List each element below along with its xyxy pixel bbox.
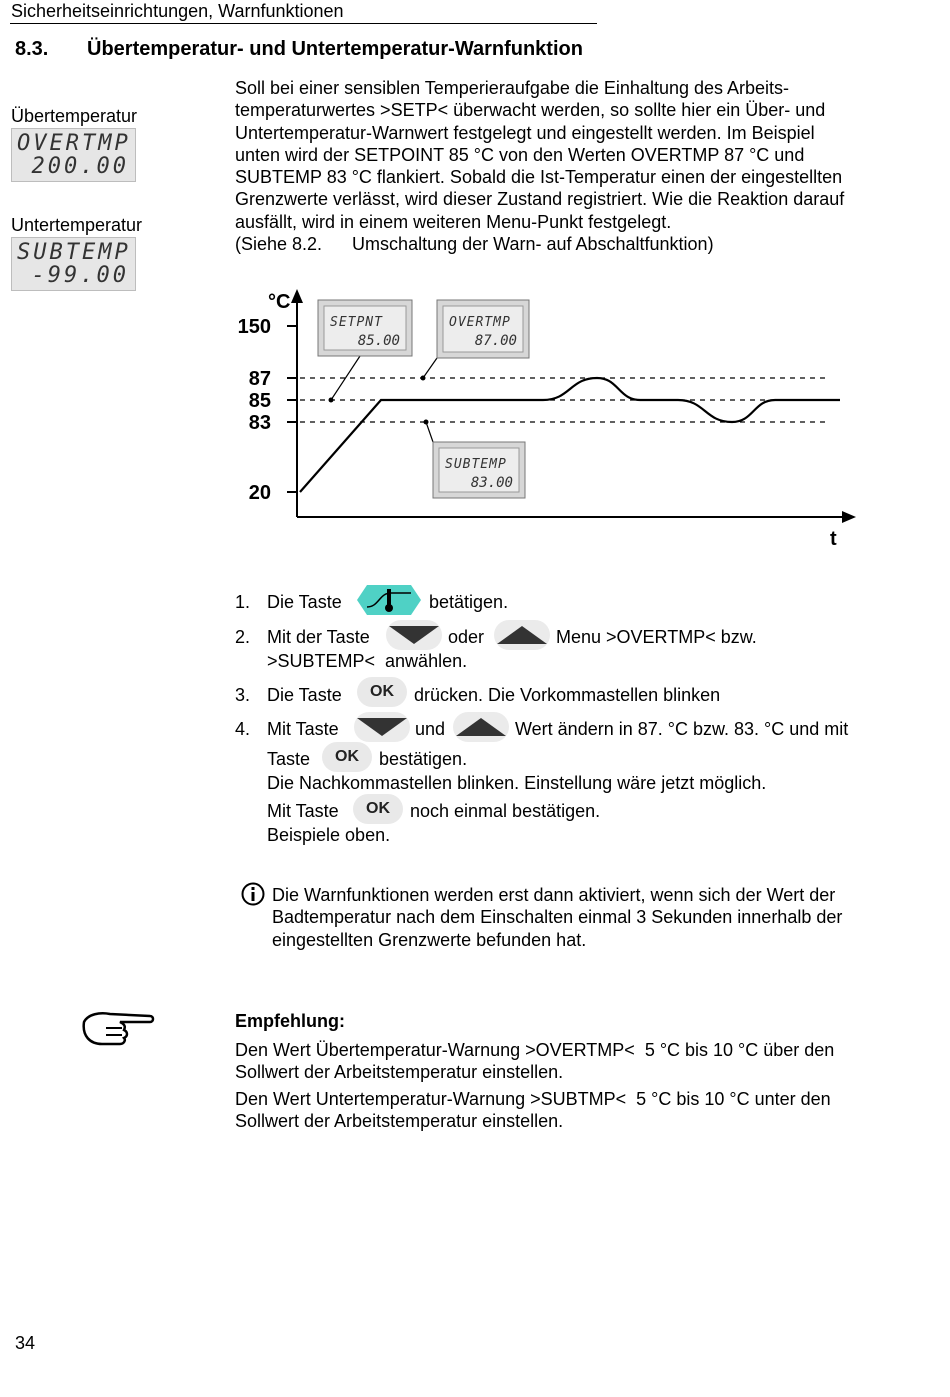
info-note [272, 884, 842, 951]
ok-button[interactable]: OK [353, 794, 403, 824]
info-icon [241, 882, 265, 906]
step-text: bestätigen. [379, 749, 468, 769]
temperature-chart [230, 285, 870, 555]
info-line: eingestellten Grenzwerte befunden hat. [272, 929, 587, 950]
step-text: Mit Taste [267, 801, 339, 821]
step-text: und [415, 719, 446, 739]
temperature-curve [300, 378, 840, 492]
lcd-label: SETPNT [330, 315, 383, 330]
step-text: Mit der Taste [267, 627, 370, 647]
step-text: Wert ändern in 87. °C bzw. 83. °C und mit [515, 719, 849, 739]
intro-line: Grenzwerte verlässt, wird dieser Zustand registriert. Wie die Reaktion darauf [235, 189, 845, 210]
under-label: Untertemperatur [11, 215, 143, 235]
step-text: Beispiele oben. [267, 825, 391, 845]
step-number: 4. [235, 719, 251, 739]
arrow-down-icon [357, 718, 407, 736]
lcd-value: 87.00 [474, 333, 517, 349]
arrow-up-icon [456, 718, 506, 736]
recommendation-line: Sollwert der Arbeitstemperatur einstellen. [235, 1111, 564, 1132]
up-key-button[interactable] [494, 620, 550, 650]
recommendation-title: Empfehlung: [235, 1011, 345, 1031]
intro-paragraph [235, 77, 844, 255]
callout-dot [424, 420, 429, 425]
callout-dot [329, 398, 334, 403]
over-label: Übertemperatur [11, 106, 138, 126]
lcd-line-top: OVERTMP [17, 131, 131, 156]
y-tick-label: 85 [248, 390, 271, 412]
intro-line: Untertemperatur-Warnwert festgelegt und eingestellt werden. Im Beispiel [235, 122, 815, 143]
lcd-callout [424, 420, 526, 499]
y-tick-label: 87 [248, 368, 271, 390]
temperature-key-button[interactable] [357, 585, 421, 615]
lcd-callout [421, 300, 530, 381]
lcd-line-bottom: 200.00 [31, 154, 129, 179]
recommendation-line: Den Wert Übertemperatur-Warnung >OVERTMP< 5 °C bis 10 °C über den [235, 1040, 835, 1060]
header-divider [10, 23, 597, 24]
info-line: Die Warnfunktionen werden erst dann aktiviert, wenn sich der Wert der [272, 885, 836, 905]
step-text: Die Nachkommastellen blinken. Einstellung wäre jetzt möglich. [267, 773, 767, 793]
x-axis-label: t [830, 528, 837, 550]
pointing-hand-icon [80, 1008, 156, 1048]
intro-line: SUBTEMP 83 °C flankiert. Sobald die Ist-Temperatur einen der eingestellten [235, 167, 843, 188]
step-text: Die Taste [267, 592, 342, 612]
lcd-label: SUBTEMP [445, 457, 507, 472]
step-text: betätigen. [429, 592, 509, 612]
running-header: Sicherheitseinrichtungen, Warnfunktionen [11, 1, 344, 21]
recommendation-line: Sollwert der Arbeitstemperatur einstellen. [235, 1062, 564, 1083]
intro-line: Soll bei einer sensiblen Temperieraufgabe die Einhaltung des Arbeits- [235, 78, 790, 98]
section-number: 8.3. [15, 38, 49, 60]
step-text: noch einmal bestätigen. [410, 801, 601, 821]
page-number: 34 [15, 1333, 36, 1353]
y-axis-unit: °C [268, 291, 291, 313]
callout-dot [421, 376, 426, 381]
lcd-callout [318, 300, 412, 403]
y-tick-label: 20 [248, 482, 271, 504]
step-text: Menu >OVERTMP< bzw. [556, 627, 757, 647]
up-key-button[interactable] [453, 712, 509, 742]
step-number: 1. [235, 592, 251, 612]
down-key-button[interactable] [354, 712, 410, 742]
lcd-line-bottom: -99.00 [31, 263, 129, 288]
lcd-label: OVERTMP [449, 315, 511, 330]
callout-leader [423, 358, 437, 378]
info-line: Badtemperatur nach dem Einschalten einmal 3 Sekunden innerhalb der [272, 907, 843, 928]
lcd-value: 83.00 [470, 475, 513, 491]
callout-leader [331, 356, 360, 400]
lcd-value: 85.00 [357, 333, 400, 349]
ok-button[interactable]: OK [357, 677, 407, 707]
y-tick-label: 83 [248, 412, 271, 434]
over-lcd-display [11, 128, 136, 182]
intro-line: temperaturwertes >SETP< überwacht werden, so sollte hier ein Über- und [235, 100, 826, 121]
ok-button[interactable]: OK [322, 742, 372, 772]
intro-line: ausfällt, wird in einem weiteren Menu-Punkt festgelegt. [235, 211, 672, 232]
callout-leader [426, 422, 433, 442]
under-lcd-display [11, 237, 136, 291]
thermometer-icon [357, 585, 421, 615]
recommendation-paragraph [235, 1088, 831, 1133]
intro-line: (Siehe 8.2. Umschaltung der Warn- auf Abschaltfunktion) [235, 234, 714, 255]
step-number: 2. [235, 627, 251, 647]
lcd-line-top: SUBTEMP [17, 240, 131, 265]
arrow-down-icon [389, 626, 439, 644]
step-text: oder [448, 627, 485, 647]
step-text: Mit Taste [267, 719, 339, 739]
step-text: >SUBTEMP< anwählen. [267, 651, 468, 671]
section-heading: Übertemperatur- und Untertemperatur-Warnfunktion [87, 38, 583, 60]
step-text: drücken. Die Vorkommastellen blinken [414, 685, 721, 705]
arrow-up-icon [497, 626, 547, 644]
intro-line: unten wird der SETPOINT 85 °C von den Werten OVERTMP 87 °C und [235, 144, 805, 165]
step-text: Die Taste [267, 685, 342, 705]
step-text: Taste [267, 749, 311, 769]
y-tick-label: 150 [237, 316, 271, 338]
down-key-button[interactable] [386, 620, 442, 650]
recommendation-paragraph [235, 1039, 834, 1084]
recommendation-line: Den Wert Untertemperatur-Warnung >SUBTMP< 5 °C bis 10 °C unter den [235, 1089, 831, 1109]
step-number: 3. [235, 685, 251, 705]
